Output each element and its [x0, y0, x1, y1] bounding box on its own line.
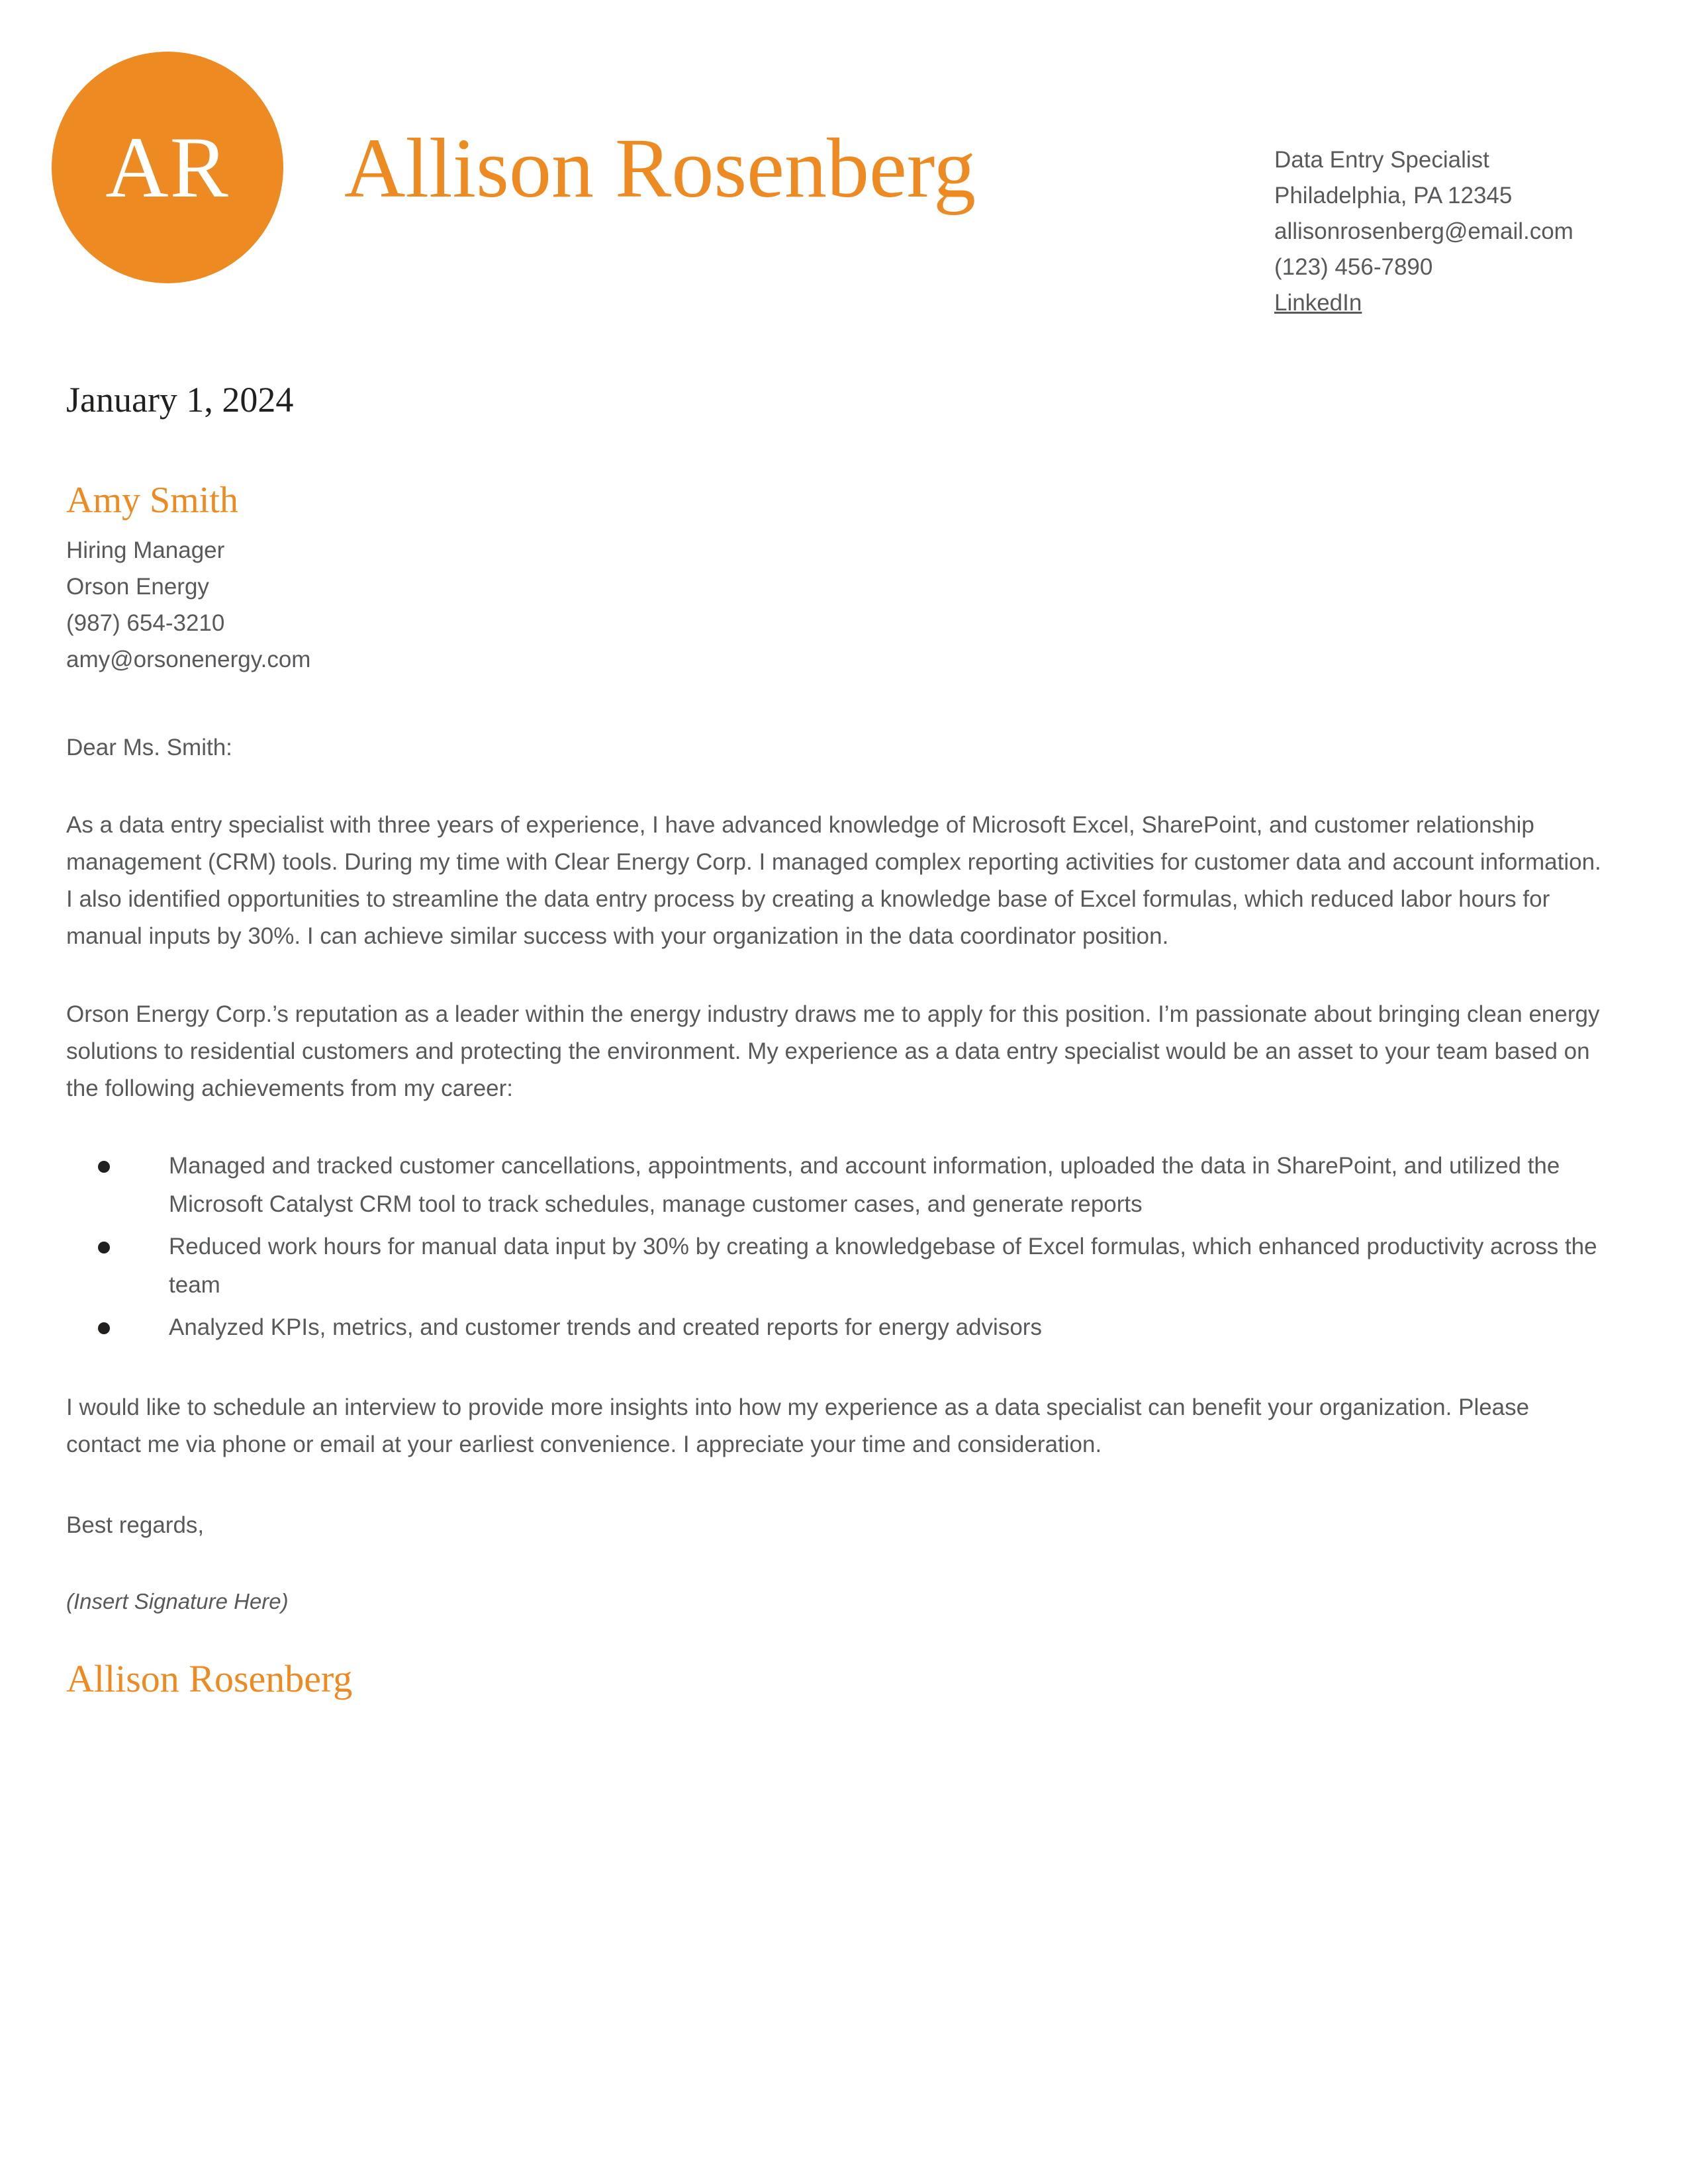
list-item-text: Reduced work hours for manual data input by 30% by creating a knowledgebase of Excel formulas, which enhanced productivity across the team	[169, 1233, 1597, 1298]
signoff: Best regards,	[66, 1512, 205, 1538]
contact-info-block	[1274, 142, 1671, 321]
recipient-block	[66, 480, 1609, 678]
recipient-email: amy@orsonenergy.com	[66, 646, 311, 672]
recipient-company: Orson Energy	[66, 573, 209, 600]
recipient-phone: (987) 654-3210	[66, 610, 225, 636]
monogram-avatar	[52, 52, 283, 283]
monogram-initials: AR	[105, 118, 230, 216]
contact-phone: (123) 456-7890	[1274, 254, 1433, 280]
signature-name: Allison Rosenberg	[66, 1657, 353, 1700]
contact-email: allisonrosenberg@email.com	[1274, 218, 1573, 244]
list-item	[66, 1228, 1609, 1304]
linkedin-link[interactable]: LinkedIn	[1274, 290, 1362, 316]
signature-placeholder: (Insert Signature Here)	[66, 1588, 289, 1614]
closing-paragraph: I would like to schedule an interview to provide more insights into how my experience as a data specialist can benefit your organization. Please contact me via phone or email at your earliest convenience. I appreciate your time and consideration.	[66, 1394, 1530, 1457]
body-paragraph-1: As a data entry specialist with three years of experience, I have advanced knowledge of Microsoft Excel, SharePoint, and customer relationship management (CRM) tools. During my time with Clear Energy Corp. I managed complex reporting activities for customer data and account information. I also identified opportunities to streamline the data entry process by creating a knowledge base of Excel formulas, which reduced labor hours for manual inputs by 30%. I can achieve similar success with your organization in the data coordinator position.	[66, 811, 1601, 949]
page-title: Allison Rosenberg	[344, 121, 976, 215]
contact-location: Philadelphia, PA 12345	[1274, 183, 1513, 208]
achievements-list	[66, 1147, 1609, 1347]
contact-job-title: Data Entry Specialist	[1274, 147, 1489, 173]
bullet-dot-icon	[98, 1242, 110, 1253]
letter-header	[0, 40, 1688, 316]
letter-body	[66, 381, 1609, 1700]
salutation: Dear Ms. Smith:	[66, 734, 232, 760]
letter-date: January 1, 2024	[66, 380, 294, 420]
list-item-text: Analyzed KPIs, metrics, and customer trends and created reports for energy advisors	[169, 1314, 1042, 1340]
list-item	[66, 1308, 1609, 1347]
bullet-dot-icon	[98, 1322, 110, 1334]
list-item	[66, 1147, 1609, 1224]
body-paragraph-2: Orson Energy Corp.’s reputation as a leader within the energy industry draws me to apply for this position. I’m passionate about bringing clean energy solutions to residential customers and protecting the environment. My experience as a data entry specialist would be an asset to your team based on the following achievements from my career:	[66, 1001, 1600, 1101]
list-item-text: Managed and tracked customer cancellations, appointments, and account information, uploaded the data in SharePoint, and utilized the Microsoft Catalyst CRM tool to track schedules, manage customer cases, and generate reports	[169, 1152, 1560, 1217]
recipient-title: Hiring Manager	[66, 537, 225, 563]
bullet-dot-icon	[98, 1161, 110, 1173]
recipient-name: Amy Smith	[66, 480, 238, 522]
